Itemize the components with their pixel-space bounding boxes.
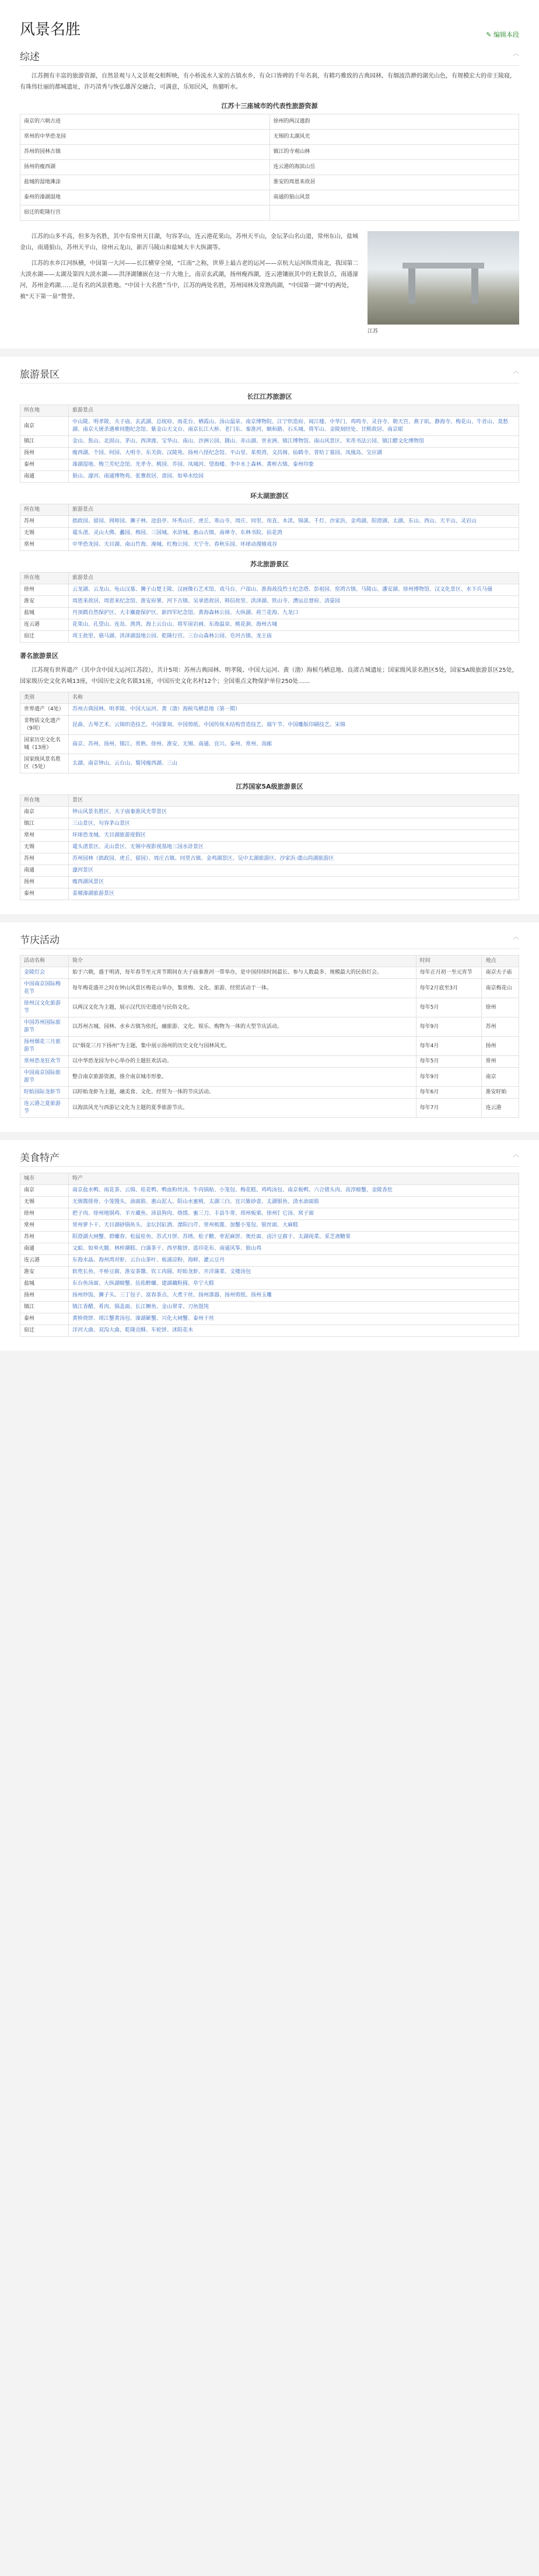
overview-heading-bar[interactable] xyxy=(20,39,519,66)
table-cell: 国家级风景名胜区（5处） xyxy=(20,754,69,773)
table-cell[interactable]: 黄桥烧饼、靖江蟹黄汤包、溱湖簖蟹、兴化大闸蟹、泰州干丝 xyxy=(69,1313,519,1325)
table-row xyxy=(20,818,519,830)
table-cell: 徐州 xyxy=(482,998,519,1017)
table-row xyxy=(20,1255,519,1267)
table-header-cell: 景区 xyxy=(69,795,519,807)
table-cell: 无锡的太湖风光 xyxy=(270,130,519,145)
table-row xyxy=(20,631,519,643)
table-cell[interactable]: 拙政园、留园、网师园、狮子林、沧浪亭、环秀山庄、虎丘、寒山寺、周庄、同里、甪直、木渎、锦溪、千灯、沙家浜、金鸡湖、阳澄湖、太湖、东山、西山、天平山、灵岩山 xyxy=(69,516,519,528)
table-row xyxy=(20,608,519,619)
table-cell: 连云港 xyxy=(20,1255,69,1267)
table-cell: 镇江 xyxy=(20,1302,69,1313)
table-cell[interactable]: 把子肉、徐州地锅鸡、羊方藏鱼、沛县狗肉、烙馍、蜜三刀、丰县牛蒡、邳州板栗、徐州饣它汤、窝子面 xyxy=(69,1208,519,1220)
table-row xyxy=(20,1313,519,1325)
table-cell: 以中华恐龙园为中心举办的主题狂欢活动。 xyxy=(69,1056,416,1068)
table-cell: 宿迁 xyxy=(20,1325,69,1337)
table-header-cell: 类别 xyxy=(20,692,69,704)
table-cell[interactable]: 中国南京国际梅花节 xyxy=(20,979,69,998)
table-row xyxy=(20,1056,519,1068)
table-row xyxy=(20,1267,519,1278)
table-cell: 常州 xyxy=(20,539,69,551)
table-cell: 整合南京旅游资源，推介南京城市形象。 xyxy=(69,1068,416,1087)
table-row xyxy=(20,1197,519,1208)
table-cell[interactable]: 中国苏州国际旅游节 xyxy=(20,1017,69,1037)
edit-label: 编辑本段 xyxy=(494,31,519,39)
table-cell[interactable]: 昆曲、古琴艺术、云锦织造技艺、中国篆刻、中国剪纸、中国传统木结构营造技艺、端午节、中国雕版印刷技艺、宋锦 xyxy=(69,716,519,735)
edit-button[interactable]: ✎ 编辑本段 xyxy=(486,31,519,39)
north-table-title: 苏北旅游景区 xyxy=(250,560,289,568)
table-row xyxy=(20,807,519,818)
table-cell: 常州 xyxy=(20,830,69,842)
table-row xyxy=(20,160,519,175)
gate-photo[interactable] xyxy=(368,231,519,325)
table-cell[interactable]: 鼋头渚、灵山大佛、蠡园、梅园、三国城、水浒城、惠山古镇、南禅寺、东林书院、拈花湾 xyxy=(69,528,519,539)
table-row xyxy=(20,1278,519,1290)
table-cell: 苏州 xyxy=(20,853,69,865)
table-cell: 每年7月 xyxy=(416,1099,482,1118)
table-cell: 徐州的两汉遗韵 xyxy=(270,114,519,130)
table-cell: 扬州 xyxy=(20,877,69,888)
table-cell[interactable]: 东海水晶、海州湾对虾、云台山茶叶、板浦凉粉、海鲜、灌云豆丹 xyxy=(69,1255,519,1267)
table-row xyxy=(20,1325,519,1337)
table-cell: 苏州 xyxy=(20,516,69,528)
table-row xyxy=(20,459,519,471)
table-row xyxy=(20,471,519,483)
table-cell[interactable]: 云龙湖、云龙山、龟山汉墓、狮子山楚王陵、汉画像石艺术馆、戏马台、户部山、淮海战役烈士纪念塔、彭祖园、窑湾古镇、马陵山、潘安湖、徐州博物馆、汉文化景区、水下兵马俑 xyxy=(69,584,519,596)
table-cell[interactable]: 盱眙国际龙虾节 xyxy=(20,1087,69,1099)
table-cell: 镇江 xyxy=(20,818,69,830)
festivals-section xyxy=(0,922,539,1132)
north-table xyxy=(20,572,519,643)
table-cell: 连云港的海滨山岳 xyxy=(270,160,519,175)
table-row xyxy=(20,716,519,735)
table-row xyxy=(20,888,519,900)
table-cell[interactable]: 文蛤、如皋火腿、林梓潮糕、白蒲茶干、西亭脆饼、蓝印花布、南通风筝、狼山鸡 xyxy=(69,1243,519,1255)
table-cell: 南京夫子庙 xyxy=(482,967,519,979)
table-cell: 淮安 xyxy=(20,1267,69,1278)
table-cell: 扬州 xyxy=(20,448,69,459)
table-header-cell: 活动名称 xyxy=(20,956,69,967)
chevron-up-icon[interactable]: ︿ xyxy=(513,1151,519,1158)
table-cell[interactable]: 中国南京国际旅游节 xyxy=(20,1068,69,1087)
table-cell[interactable]: 丹顶鹤自然保护区、大丰麋鹿保护区、新四军纪念馆、黄海森林公园、大纵湖、荷兰花海、九龙口 xyxy=(69,608,519,619)
table-cell: 南京 xyxy=(20,1185,69,1197)
table-cell[interactable]: 金陵灯会 xyxy=(20,967,69,979)
table-row xyxy=(20,1232,519,1243)
table-header-row xyxy=(20,573,519,584)
table-header-cell: 城市 xyxy=(20,1173,69,1185)
table-row xyxy=(20,528,519,539)
table-cell[interactable]: 鼋头渚景区、灵山景区、无锡中视影视基地三国水浒景区 xyxy=(69,842,519,853)
table-cell[interactable]: 瘦西湖风景区 xyxy=(69,877,519,888)
table-cell: 每年5月 xyxy=(416,1056,482,1068)
table-cell: 南通 xyxy=(20,1243,69,1255)
table-cell: 泰州 xyxy=(20,459,69,471)
table-cell[interactable]: 金山、焦山、北固山、茅山、西津渡、宝华山、南山、沙洲公园、圌山、赤山湖、世业洲、镇江博物馆、南山风景区、米芾书法公园、镇江醋文化博物馆 xyxy=(69,436,519,448)
taihu-table xyxy=(20,504,519,551)
overview-para-1: 江苏拥有丰富的旅游资源，自然景观与人文景观交相辉映，有小桥流水人家的古镇水乡，有众口皆碑的千年名刹，有精巧雅致的古典园林，有烟波浩渺的湖光山色，有规模宏大的帝王陵寝，有珠伟壮丽的都城遗址，许巧清秀与恢弘雄浑交融合，可满意，乐知民风，鱼骝听水。 xyxy=(20,73,516,90)
table-header-cell: 所在地 xyxy=(20,573,69,584)
table-cell[interactable]: 常州萝卜干、天目湖砂锅鱼头、金坛封缸酒、溧阳白芹、常州梳篦、加蟹小笼包、银丝面、大麻糕 xyxy=(69,1220,519,1232)
table-header-cell: 名称 xyxy=(69,692,519,704)
table-row xyxy=(20,1099,519,1118)
table-row xyxy=(20,1037,519,1056)
table-cell: 盐城 xyxy=(20,1278,69,1290)
yangtze-table xyxy=(20,405,519,483)
table-cell: 连云港 xyxy=(20,619,69,631)
table-cell[interactable]: 软兜长鱼、平桥豆腐、淮安茶馓、钦工肉圆、盱眙龙虾、开洋蒲菜、文楼汤包 xyxy=(69,1267,519,1278)
table-cell[interactable]: 扬州炒饭、狮子头、三丁包子、富春茶点、大煮干丝、扬州漆器、扬州剪纸、扬州玉雕 xyxy=(69,1290,519,1302)
table-row xyxy=(20,735,519,754)
table-cell: 每年正月初一至元宵节 xyxy=(416,967,482,979)
table-cell: 以海滨风光与西游记文化为主题的夏季旅游节庆。 xyxy=(69,1099,416,1118)
table-cell[interactable]: 扬州烟花三月旅游节 xyxy=(20,1037,69,1056)
attractions-heading-bar[interactable] xyxy=(20,357,519,384)
table-cell[interactable]: 中山陵、明孝陵、夫子庙、玄武湖、总统府、雨花台、栖霞山、汤山温泉、南京博物院、江宁织造府、阅江楼、中华门、鸡鸣寺、灵谷寺、朝天宫、燕子矶、静海寺、梅花山、牛首山、莫愁湖、南京大屠杀遇难同胞纪念馆、紫金山天文台、南京长江大桥、老门东、秦淮河、颐和路、石头城、将军山、金陵刻经处、甘熙故居、南京眼 xyxy=(69,417,519,436)
festivals-heading-bar[interactable] xyxy=(20,922,519,949)
table-cell: 每年6月 xyxy=(416,1087,482,1099)
table-cell: 国家历史文化名城（13座） xyxy=(20,735,69,754)
food-section xyxy=(0,1140,539,1351)
fiveA-table xyxy=(20,794,519,900)
table-cell: 泰州 xyxy=(20,1313,69,1325)
attractions-heading: 旅游景区 xyxy=(20,369,60,381)
table-row xyxy=(20,516,519,528)
overview-para-3: 江苏的水乡江河纵横，中国第一大河——长江横穿全境，“江南”之称，世界上最古老的运河——京杭大运河纵贯南北，我国第二大淡水湖——太湖及第四大淡水湖——洪泽湖镶嵌在这一片大地上，南京玄武湖，扬州瘦西湖，连云港镶嵌其中的无数景点，南通濠河，苏州金鸡湖……是有名的风景胜地。“中国十大名胜”当中，江苏的两处名胜，苏州园林及常熟尚湖，“中国第一湖”中的两处，被“天下第一泉”赞誉。 xyxy=(20,260,359,300)
taihu-table-title: 环太湖旅游区 xyxy=(250,492,289,500)
table-header-cell: 旅游景点 xyxy=(69,504,519,516)
table-row xyxy=(20,175,519,190)
table-cell[interactable]: 无锡酱排骨、小笼馒头、油面筋、惠山泥人、阳山水蜜桃、太湖三白、宜兴紫砂壶、太湖银鱼、清水油面筋 xyxy=(69,1197,519,1208)
table-row xyxy=(20,1302,519,1313)
table-cell: 每年4月 xyxy=(416,1037,482,1056)
table-row xyxy=(20,584,519,596)
table-header-row xyxy=(20,405,519,417)
table-cell: 淮安 xyxy=(20,596,69,608)
food-table xyxy=(20,1173,519,1337)
table-cell: 每年9月 xyxy=(416,1068,482,1087)
city-resources-title: 江苏十三座城市的代表性旅游资源 xyxy=(221,102,318,110)
festivals-heading: 节庆活动 xyxy=(20,935,60,946)
heritage-para: 江苏现有世界遗产（其中含中国大运河江苏段），共计5项：苏州古典园林、明孝陵、中国大运河、黄（渤）海候鸟栖息地、良渚古城遗址；国家级风景名胜区5处，国家5A级旅游景区25处，国家级历史文化名城13座，中国历史文化名镇31座，中国历史文化名村12个；全国重点文物保护单位250处…… xyxy=(20,667,518,685)
table-row xyxy=(20,596,519,608)
table-cell: 苏州 xyxy=(20,1232,69,1243)
table-cell: 每年5月 xyxy=(416,998,482,1017)
table-row xyxy=(20,1087,519,1099)
table-cell[interactable]: 东台鱼汤面、大纵湖螃蟹、伍佑醉螺、建湖藕粉圆、阜宁大糕 xyxy=(69,1278,519,1290)
table-cell: 扬州的瘦西湖 xyxy=(20,160,270,175)
memorial-gate-icon xyxy=(402,263,484,304)
table-cell: 泰州 xyxy=(20,888,69,900)
table-row xyxy=(20,417,519,436)
chevron-up-icon[interactable]: ︿ xyxy=(513,50,519,57)
table-row xyxy=(20,1185,519,1197)
table-cell: 南京 xyxy=(20,417,69,436)
table-cell: 连云港 xyxy=(482,1099,519,1118)
table-row xyxy=(20,998,519,1017)
table-row xyxy=(20,539,519,551)
chevron-up-icon[interactable]: ︿ xyxy=(513,367,519,375)
festivals-table xyxy=(20,955,519,1118)
table-cell: 镇江的寺观山林 xyxy=(270,145,519,160)
overview-section xyxy=(0,0,539,348)
table-cell[interactable]: 中华恐龙园、天目湖、南山竹海、淹城、红梅公园、天宁寺、春秋乐园、环球动漫嬉戏谷 xyxy=(69,539,519,551)
table-header-cell: 地点 xyxy=(482,956,519,967)
table-cell: 世界遗产（4处） xyxy=(20,704,69,716)
table-row xyxy=(20,853,519,865)
table-header-row xyxy=(20,1173,519,1185)
table-cell: 苏州的园林古镇 xyxy=(20,145,270,160)
table-cell: 盐城的湿地滩涂 xyxy=(20,175,270,190)
table-row xyxy=(20,979,519,998)
table-row xyxy=(20,619,519,631)
table-row xyxy=(20,842,519,853)
overview-heading: 综述 xyxy=(20,51,40,63)
table-cell: 南京 xyxy=(20,807,69,818)
table-cell[interactable]: 溱湖湿地、梅兰芳纪念馆、光孝寺、桃园、乔园、凤城河、望海楼、李中水上森林、黄桥古镇、泰州印象 xyxy=(69,459,519,471)
table-cell[interactable]: 徐州汉文化旅游节 xyxy=(20,998,69,1017)
table-cell: 盐城 xyxy=(20,608,69,619)
table-cell: 南京的六朝古迹 xyxy=(20,114,270,130)
table-cell: 苏州 xyxy=(482,1017,519,1037)
table-cell[interactable]: 苏州古典园林、明孝陵、中国大运河、黄（渤）海候鸟栖息地（第一期） xyxy=(69,704,519,716)
table-row xyxy=(20,205,519,221)
table-cell[interactable]: 周恩来故居、周恩来纪念馆、淮安府署、河下古镇、吴承恩故居、韩信故里、洪泽湖、铁山寺、漕运总督府、清晏园 xyxy=(69,596,519,608)
table-cell: 始于六朝，盛于明清，每年春节至元宵节期间在夫子庙秦淮河一带举办，是中国持续时间最长、参与人数最多、规模最大的民俗灯会。 xyxy=(69,967,416,979)
table-cell: 常州 xyxy=(20,1220,69,1232)
table-header-cell: 旅游景点 xyxy=(69,573,519,584)
table-cell[interactable]: 太湖、南京钟山、云台山、蜀冈瘦西湖、三山 xyxy=(69,754,519,773)
photo-caption: 江苏 xyxy=(368,329,379,334)
table-cell: 扬州 xyxy=(20,1290,69,1302)
table-cell: 淮安盱眙 xyxy=(482,1087,519,1099)
table-row xyxy=(20,145,519,160)
table-cell: 宿迁 xyxy=(20,631,69,643)
table-cell: 淮安的周恩来故居 xyxy=(270,175,519,190)
attractions-section xyxy=(0,357,539,914)
heritage-table xyxy=(20,692,519,773)
table-cell[interactable]: 苏州园林（拙政园、虎丘、留园）、周庄古镇、同里古镇、金鸡湖景区、吴中太湖旅游区、沙家浜·虞山尚湖旅游区 xyxy=(69,853,519,865)
page-title: 风景名胜 xyxy=(20,21,81,39)
table-header-cell: 时间 xyxy=(416,956,482,967)
table-cell[interactable]: 南京盐水鸭、雨花茶、云锦、桂花鸭、鸭血粉丝汤、牛肉锅贴、小笼包、梅花糕、鸡鸣汤包、南京板鸭、六合猪头肉、高淳螃蟹、金陵香肚 xyxy=(69,1185,519,1197)
table-cell: 常州 xyxy=(482,1056,519,1068)
table-cell xyxy=(270,205,519,221)
table-row xyxy=(20,130,519,145)
table-header-cell: 所在地 xyxy=(20,405,69,417)
table-row xyxy=(20,1017,519,1037)
table-header-cell: 所在地 xyxy=(20,504,69,516)
fiveA-table-title: 江苏国家5A级旅游景区 xyxy=(236,783,303,790)
table-header-cell: 所在地 xyxy=(20,795,69,807)
table-row xyxy=(20,967,519,979)
table-cell[interactable]: 镇江香醋、肴肉、锅盖面、长江鲥鱼、金山翠芽、刀鱼馄饨 xyxy=(69,1302,519,1313)
table-header-cell: 特产 xyxy=(69,1173,519,1185)
table-cell: 徐州 xyxy=(20,584,69,596)
table-row xyxy=(20,830,519,842)
table-row xyxy=(20,448,519,459)
table-cell[interactable]: 花果山、孔望山、连岛、渔湾、海上云台山、将军崖岩画、东海温泉、桃花涧、海州古城 xyxy=(69,619,519,631)
table-cell: 镇江 xyxy=(20,436,69,448)
table-cell[interactable]: 洋河大曲、双沟大曲、乾隆贡酥、车轮饼、沭阳花木 xyxy=(69,1325,519,1337)
food-heading-bar[interactable] xyxy=(20,1140,519,1167)
table-cell: 以苏州古城、园林、水乡古镇为依托，融旅游、文化、娱乐、购物为一体的大型节庆活动。 xyxy=(69,1017,416,1037)
table-cell: 泰州的溱湖湿地 xyxy=(20,190,270,205)
table-row xyxy=(20,704,519,716)
table-cell: 南京梅花山 xyxy=(482,979,519,998)
table-row xyxy=(20,865,519,877)
table-header-cell: 旅游景点 xyxy=(69,405,519,417)
table-row xyxy=(20,877,519,888)
table-cell: 无锡 xyxy=(20,842,69,853)
table-cell[interactable]: 常州恐龙狂欢节 xyxy=(20,1056,69,1068)
table-cell: 以盱眙龙虾为主题，融美食、文化、经贸为一体的节庆活动。 xyxy=(69,1087,416,1099)
table-cell[interactable]: 瘦西湖、个园、何园、大明寺、东关街、汉陵苑、扬州八怪纪念馆、平山堂、茱萸湾、文昌阁、仙鹤寺、普哈丁墓园、凤凰岛、宝应湖 xyxy=(69,448,519,459)
table-cell: 非物质文化遗产（9项） xyxy=(20,716,69,735)
table-row xyxy=(20,114,519,130)
table-row xyxy=(20,1290,519,1302)
table-cell: 以“烟花三月下扬州”为主题，集中展示扬州的历史文化与园林风光。 xyxy=(69,1037,416,1056)
table-cell: 常州的中华恐龙园 xyxy=(20,130,270,145)
table-cell[interactable]: 连云港之夏旅游节 xyxy=(20,1099,69,1118)
table-cell: 无锡 xyxy=(20,1197,69,1208)
table-cell: 以两汉文化为主题，展示汉代历史遗迹与民俗文化。 xyxy=(69,998,416,1017)
table-row xyxy=(20,1243,519,1255)
table-header-row xyxy=(20,692,519,704)
table-cell: 每年2月底至3月 xyxy=(416,979,482,998)
food-heading: 美食特产 xyxy=(20,1152,60,1164)
table-cell: 每年9月 xyxy=(416,1017,482,1037)
overview-para-2: 江苏的山多不高，但多为名胜，其中有常州天目湖，句容茅山，连云港花果山，苏州天平山，金坛茅山名山道，常州东山，盐城金山，南通狼山，苏州天平山，徐州云龙山，新沂马陵山和盐城大丰大纵湖等。 xyxy=(20,233,358,251)
heritage-title: 著名旅游景区 xyxy=(20,652,58,660)
table-cell[interactable]: 濠河景区 xyxy=(69,865,519,877)
table-cell: 无锡 xyxy=(20,528,69,539)
table-cell[interactable]: 阳澄湖大闸蟹、碧螺春、松鼠桂鱼、苏式月饼、苏绣、松子糖、枣泥麻饼、奥灶面、卤汁豆腐干、太湖莼菜、采芝斋糖果 xyxy=(69,1232,519,1243)
table-cell: 徐州 xyxy=(20,1208,69,1220)
table-row xyxy=(20,1068,519,1087)
table-cell: 南通的狼山风景 xyxy=(270,190,519,205)
table-cell: 每年梅花盛开之时在钟山风景区梅花山举办，集赏梅、文化、旅游、经贸活动于一体。 xyxy=(69,979,416,998)
table-header-row xyxy=(20,795,519,807)
table-cell[interactable]: 姜堰溱湖旅游景区 xyxy=(69,888,519,900)
table-row xyxy=(20,1220,519,1232)
table-row xyxy=(20,436,519,448)
table-cell[interactable]: 项王故里、骆马湖、洪泽湖湿地公园、乾隆行宫、三台山森林公园、皂河古镇、龙王庙 xyxy=(69,631,519,643)
table-cell[interactable]: 环球恐龙城、天目湖旅游度假区 xyxy=(69,830,519,842)
table-cell[interactable]: 南京、苏州、扬州、镇江、常熟、徐州、淮安、无锡、南通、宜兴、泰州、常州、高邮 xyxy=(69,735,519,754)
table-header-row xyxy=(20,956,519,967)
table-cell[interactable]: 三山景区、句容茅山景区 xyxy=(69,818,519,830)
table-cell: 南通 xyxy=(20,471,69,483)
table-header-row xyxy=(20,504,519,516)
table-cell: 南京 xyxy=(482,1068,519,1087)
chevron-up-icon[interactable]: ︿ xyxy=(513,933,519,940)
table-cell: 南通 xyxy=(20,865,69,877)
city-resources-table xyxy=(20,114,519,221)
yangtze-table-title: 长江江苏旅游区 xyxy=(247,393,292,400)
table-row xyxy=(20,190,519,205)
table-cell[interactable]: 钟山风景名胜区、夫子庙秦淮风光带景区 xyxy=(69,807,519,818)
table-header-cell: 简介 xyxy=(69,956,416,967)
table-cell: 扬州 xyxy=(482,1037,519,1056)
table-row xyxy=(20,754,519,773)
table-row xyxy=(20,1208,519,1220)
table-cell[interactable]: 狼山、濠河、南通博物苑、张謇故居、啬园、如皋水绘园 xyxy=(69,471,519,483)
table-cell: 宿迁的乾隆行宫 xyxy=(20,205,270,221)
